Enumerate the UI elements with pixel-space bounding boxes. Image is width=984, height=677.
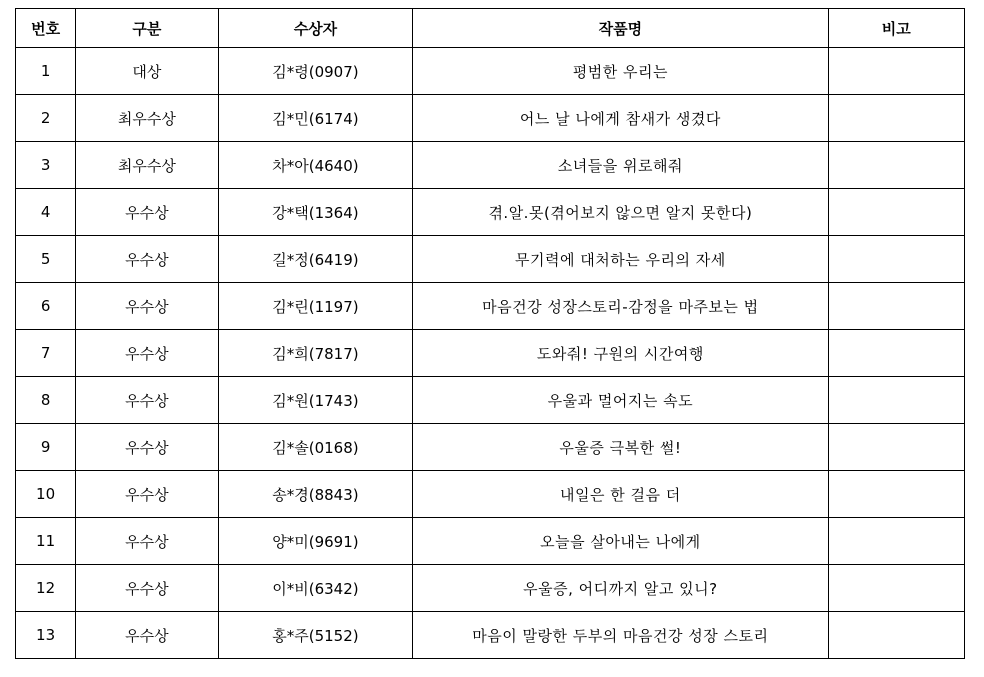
cell-note	[828, 189, 964, 236]
cell-winner: 김*린(1197)	[218, 283, 413, 330]
cell-category: 우수상	[76, 424, 218, 471]
cell-note	[828, 142, 964, 189]
cell-title: 소녀들을 위로해줘	[413, 142, 828, 189]
table-body	[16, 48, 965, 659]
cell-no: 1	[16, 48, 76, 95]
cell-title: 우울증, 어디까지 알고 있니?	[413, 565, 828, 612]
cell-no: 12	[16, 565, 76, 612]
table-row	[16, 518, 965, 565]
cell-category: 우수상	[76, 189, 218, 236]
cell-winner: 김*령(0907)	[218, 48, 413, 95]
cell-winner: 이*비(6342)	[218, 565, 413, 612]
table-row	[16, 189, 965, 236]
table-header	[16, 9, 965, 48]
cell-winner: 길*정(6419)	[218, 236, 413, 283]
table-row	[16, 424, 965, 471]
table-row	[16, 48, 965, 95]
cell-title: 내일은 한 걸음 더	[413, 471, 828, 518]
cell-title: 무기력에 대처하는 우리의 자세	[413, 236, 828, 283]
cell-winner: 차*아(4640)	[218, 142, 413, 189]
cell-note	[828, 95, 964, 142]
cell-note	[828, 236, 964, 283]
cell-note	[828, 565, 964, 612]
cell-no: 9	[16, 424, 76, 471]
cell-no: 6	[16, 283, 76, 330]
table-row	[16, 95, 965, 142]
cell-note	[828, 48, 964, 95]
cell-winner: 홍*주(5152)	[218, 612, 413, 659]
cell-title: 우울과 멀어지는 속도	[413, 377, 828, 424]
cell-no: 7	[16, 330, 76, 377]
table-row	[16, 142, 965, 189]
cell-category: 우수상	[76, 283, 218, 330]
cell-no: 4	[16, 189, 76, 236]
cell-category: 우수상	[76, 565, 218, 612]
cell-note	[828, 283, 964, 330]
cell-category: 우수상	[76, 518, 218, 565]
cell-no: 3	[16, 142, 76, 189]
table-row	[16, 565, 965, 612]
cell-title: 어느 날 나에게 참새가 생겼다	[413, 95, 828, 142]
cell-note	[828, 612, 964, 659]
table-row	[16, 283, 965, 330]
cell-title: 우울증 극복한 썰!	[413, 424, 828, 471]
table-row	[16, 471, 965, 518]
cell-category: 최우수상	[76, 142, 218, 189]
table-row	[16, 612, 965, 659]
cell-winner: 김*민(6174)	[218, 95, 413, 142]
cell-no: 10	[16, 471, 76, 518]
cell-title: 마음건강 성장스토리-감정을 마주보는 법	[413, 283, 828, 330]
cell-title: 평범한 우리는	[413, 48, 828, 95]
cell-no: 5	[16, 236, 76, 283]
cell-title: 마음이 말랑한 두부의 마음건강 성장 스토리	[413, 612, 828, 659]
cell-no: 8	[16, 377, 76, 424]
table-row	[16, 377, 965, 424]
cell-title: 겪.알.못(겪어보지 않으면 알지 못한다)	[413, 189, 828, 236]
cell-category: 우수상	[76, 471, 218, 518]
header-winner: 수상자	[218, 9, 413, 48]
cell-category: 대상	[76, 48, 218, 95]
cell-winner: 김*원(1743)	[218, 377, 413, 424]
cell-category: 우수상	[76, 330, 218, 377]
header-title: 작품명	[413, 9, 828, 48]
cell-no: 11	[16, 518, 76, 565]
cell-note	[828, 424, 964, 471]
cell-note	[828, 471, 964, 518]
cell-winner: 송*경(8843)	[218, 471, 413, 518]
cell-note	[828, 518, 964, 565]
cell-winner: 김*솔(0168)	[218, 424, 413, 471]
cell-winner: 김*희(7817)	[218, 330, 413, 377]
cell-no: 2	[16, 95, 76, 142]
header-note: 비고	[828, 9, 964, 48]
table-row	[16, 330, 965, 377]
header-row	[16, 9, 965, 48]
cell-winner: 강*택(1364)	[218, 189, 413, 236]
header-category: 구분	[76, 9, 218, 48]
cell-title: 오늘을 살아내는 나에게	[413, 518, 828, 565]
cell-winner: 양*미(9691)	[218, 518, 413, 565]
cell-category: 우수상	[76, 236, 218, 283]
cell-category: 우수상	[76, 612, 218, 659]
header-no: 번호	[16, 9, 76, 48]
cell-note	[828, 330, 964, 377]
table-row	[16, 236, 965, 283]
cell-note	[828, 377, 964, 424]
cell-no: 13	[16, 612, 76, 659]
cell-category: 우수상	[76, 377, 218, 424]
cell-title: 도와줘! 구원의 시간여행	[413, 330, 828, 377]
awards-table	[15, 8, 965, 659]
cell-category: 최우수상	[76, 95, 218, 142]
